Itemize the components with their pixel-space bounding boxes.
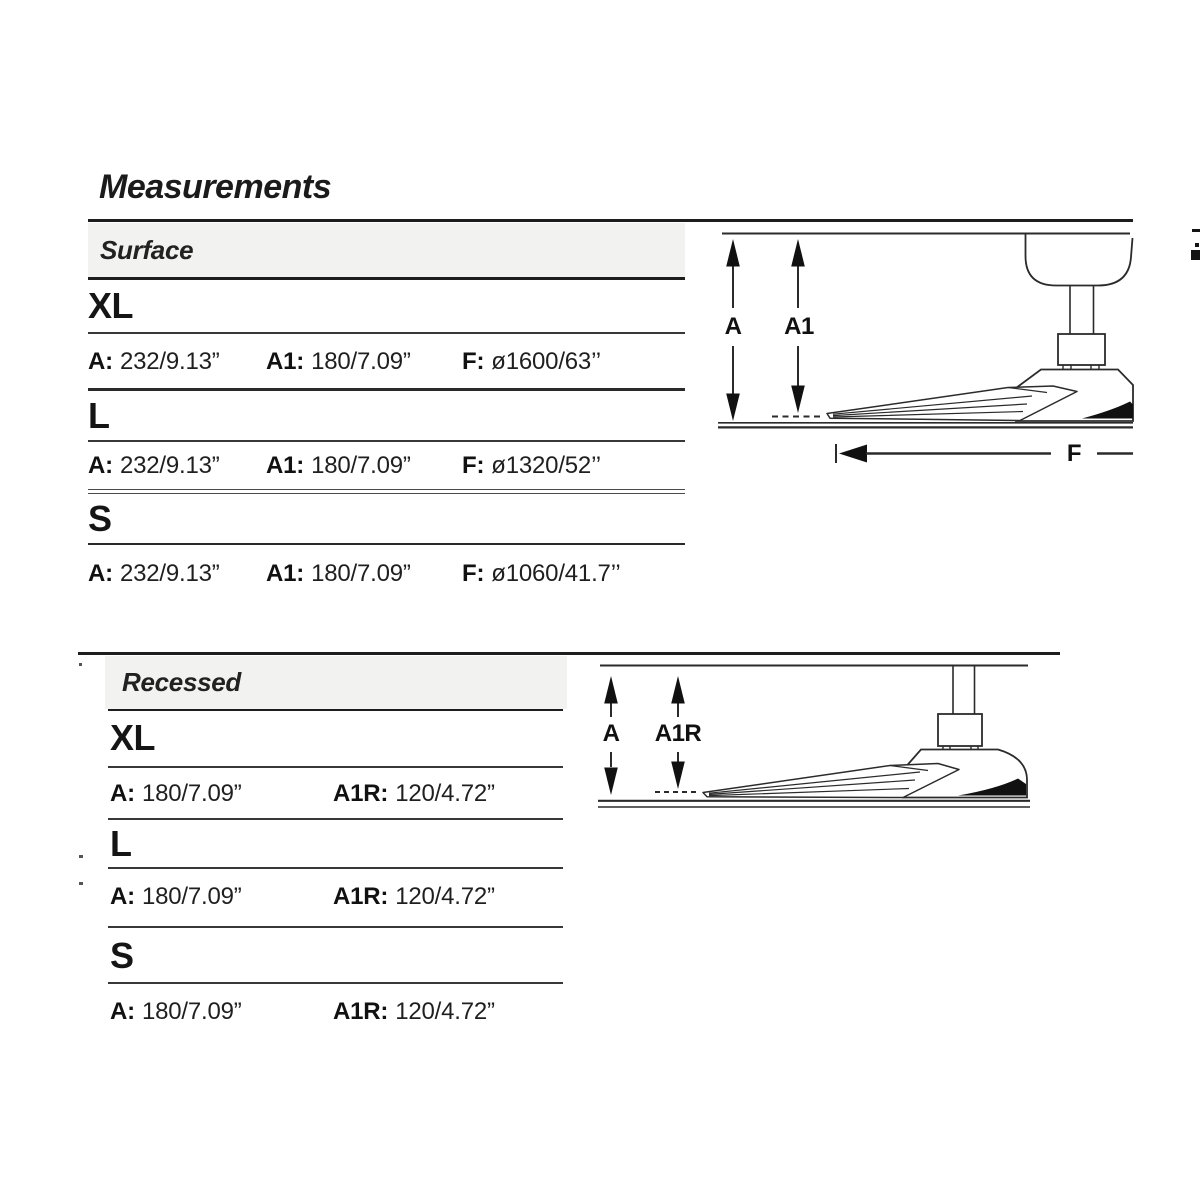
print-dot	[79, 663, 82, 666]
divider	[108, 867, 563, 869]
recessed-size-xl: XL	[110, 717, 156, 758]
divider	[88, 489, 685, 491]
surface-downrod	[1070, 286, 1094, 335]
surface-canopy	[1026, 234, 1133, 286]
surface-header-label: Surface	[100, 234, 194, 265]
dim-label-a: A	[721, 315, 745, 339]
spec-label: A1:	[266, 452, 305, 479]
spec-label: A1:	[266, 348, 305, 375]
surface-specs-s	[88, 548, 685, 600]
spec-value: ø1060/41.7’’	[491, 560, 621, 587]
recessed-specs-s	[108, 988, 563, 1036]
spec-label: A:	[88, 452, 113, 479]
recessed-specs-xl	[108, 771, 563, 816]
page-title: Measurements	[99, 168, 332, 206]
spec-value: 180/7.09”	[141, 998, 242, 1025]
surface-size-s: S	[88, 498, 112, 539]
spec-value: 180/7.09”	[141, 779, 242, 807]
spec-value: ø1600/63’’	[491, 348, 601, 375]
recessed-size-l: L	[110, 823, 132, 864]
surface-motor	[1058, 334, 1105, 365]
spec-label: A:	[88, 560, 113, 587]
spec-label: A:	[110, 998, 135, 1025]
spec-value: 120/4.72”	[395, 779, 495, 807]
page-edge-fragment	[1191, 250, 1200, 260]
spec-label: A:	[110, 779, 135, 807]
spec-label: A1:	[266, 560, 305, 587]
recessed-downrod	[953, 666, 975, 715]
divider	[88, 332, 685, 334]
print-dot	[79, 855, 83, 858]
recessed-motor	[938, 714, 982, 746]
spec-value: 120/4.72”	[395, 998, 495, 1025]
divider	[108, 982, 563, 984]
surface-size-l: L	[88, 394, 110, 436]
spec-label: A1R:	[333, 998, 389, 1025]
divider	[88, 277, 685, 280]
divider	[108, 818, 563, 820]
divider	[88, 440, 685, 442]
page-edge-fragment	[1192, 229, 1200, 232]
dim-label-f: F	[1056, 441, 1092, 466]
dim-label-a1: A1	[779, 315, 819, 339]
recessed-section-header	[105, 656, 567, 709]
divider	[88, 493, 685, 495]
surface-specs-l	[88, 443, 685, 489]
divider	[88, 388, 685, 391]
spec-label: A1R:	[333, 883, 389, 910]
spec-value: 180/7.09”	[311, 452, 411, 479]
divider	[108, 709, 563, 711]
spec-value: 180/7.09”	[311, 560, 411, 587]
divider	[108, 926, 563, 928]
spec-value: 232/9.13”	[119, 452, 220, 479]
surface-section-header	[88, 223, 685, 277]
spec-value: 180/7.09”	[311, 348, 411, 375]
surface-size-xl: XL	[88, 285, 134, 326]
spec-label: F:	[462, 560, 485, 587]
spec-value: 180/7.09”	[141, 883, 242, 910]
spec-label: A:	[88, 348, 113, 375]
surface-specs-xl	[88, 336, 685, 388]
spec-value: 232/9.13”	[119, 348, 220, 375]
recessed-specs-l	[108, 873, 563, 921]
recessed-size-s: S	[110, 935, 134, 976]
spec-label: A1R:	[333, 779, 389, 807]
spec-label: A:	[110, 883, 135, 910]
recessed-header-label: Recessed	[122, 667, 242, 697]
print-dot	[79, 882, 83, 885]
spec-value: ø1320/52’’	[491, 452, 601, 479]
dim-label-a-recessed: A	[599, 722, 623, 746]
divider	[108, 766, 563, 768]
spec-value: 120/4.72”	[395, 883, 495, 910]
spec-label: F:	[462, 452, 485, 479]
page-edge-fragment	[1195, 243, 1199, 247]
spec-label: F:	[462, 348, 485, 375]
dim-label-a1r: A1R	[649, 722, 707, 746]
spec-value: 232/9.13”	[119, 560, 220, 587]
divider	[88, 543, 685, 546]
